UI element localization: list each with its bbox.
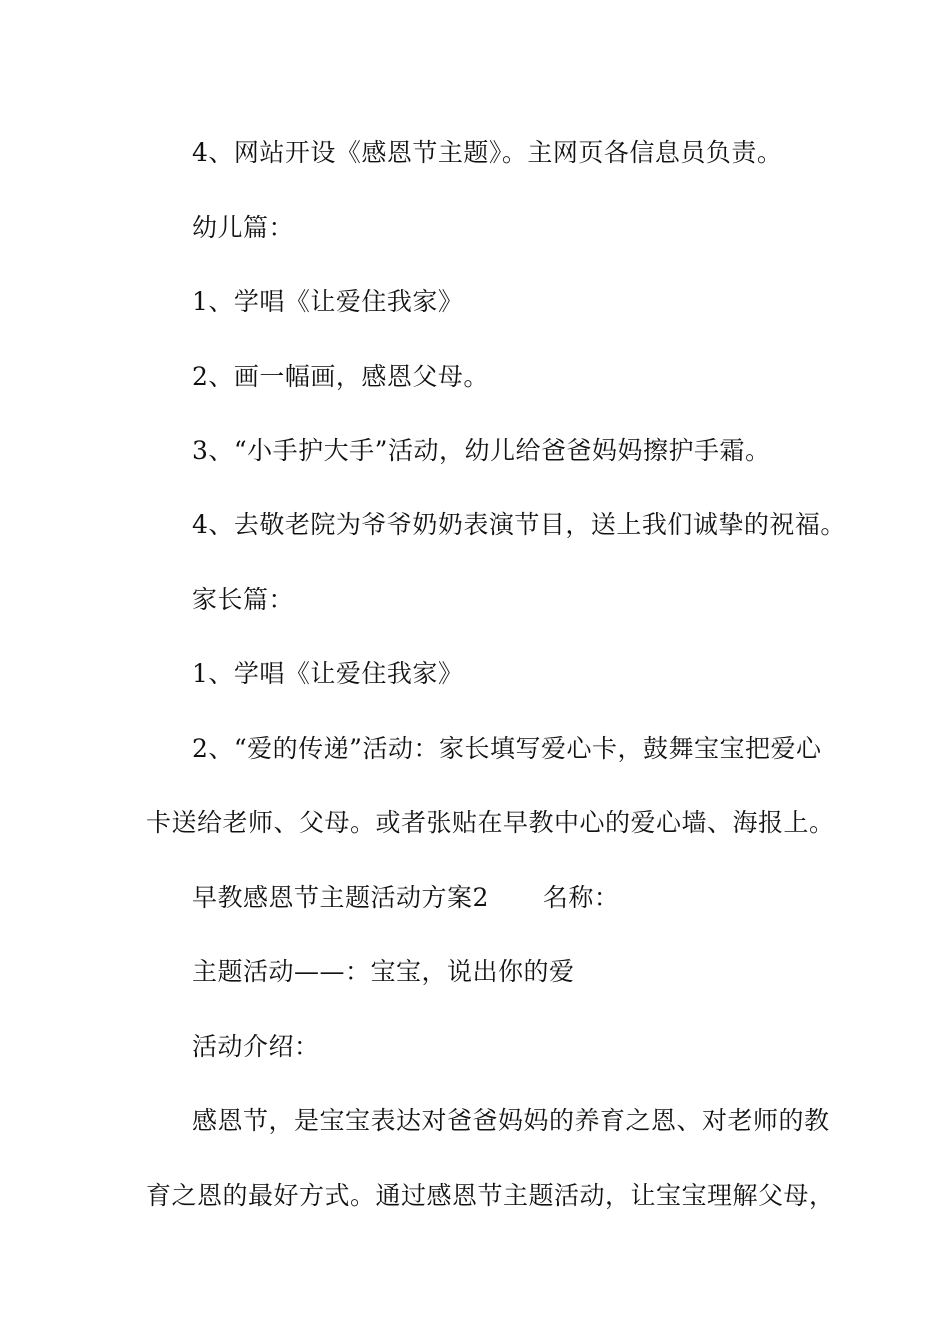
paragraph-children-song: 1、学唱《让爱住我家》 <box>192 287 464 316</box>
heading-parents-section: 家长篇： <box>192 585 295 614</box>
plan-name-label: 名称： <box>542 883 620 912</box>
paragraph-children-hand-cream: 3、“小手护大手”活动，幼儿给爸爸妈妈擦护手霜。 <box>192 436 771 465</box>
paragraph-theme-activity: 主题活动——：宝宝，说出你的爱 <box>192 957 575 986</box>
heading-children-section: 幼儿篇： <box>192 213 295 242</box>
paragraph-children-drawing: 2、画一幅画，感恩父母。 <box>192 362 489 391</box>
paragraph-website-theme: 4、网站开设《感恩节主题》。主网页各信息员负责。 <box>192 138 783 167</box>
heading-activity-intro: 活动介绍： <box>192 1032 320 1061</box>
paragraph-intro-text: 感恩节，是宝宝表达对爸爸妈妈的养育之恩、对老师的教 <box>192 1106 830 1135</box>
paragraph-intro-text-continued: 育之恩的最好方式。通过感恩节主题活动，让宝宝理解父母， <box>146 1181 835 1210</box>
plan-title-line <box>192 881 619 915</box>
paragraph-parents-love-card: 2、“爱的传递”活动：家长填写爱心卡，鼓舞宝宝把爱心 <box>192 734 822 763</box>
paragraph-parents-song: 1、学唱《让爱住我家》 <box>192 659 464 688</box>
paragraph-parents-love-card-continued: 卡送给老师、父母。或者张贴在早教中心的爱心墙、海报上。 <box>146 808 835 837</box>
paragraph-children-nursing-home: 4、去敬老院为爷爷奶奶表演节目，送上我们诚挚的祝福。 <box>192 510 846 539</box>
plan-title: 早教感恩节主题活动方案2 <box>192 883 489 912</box>
